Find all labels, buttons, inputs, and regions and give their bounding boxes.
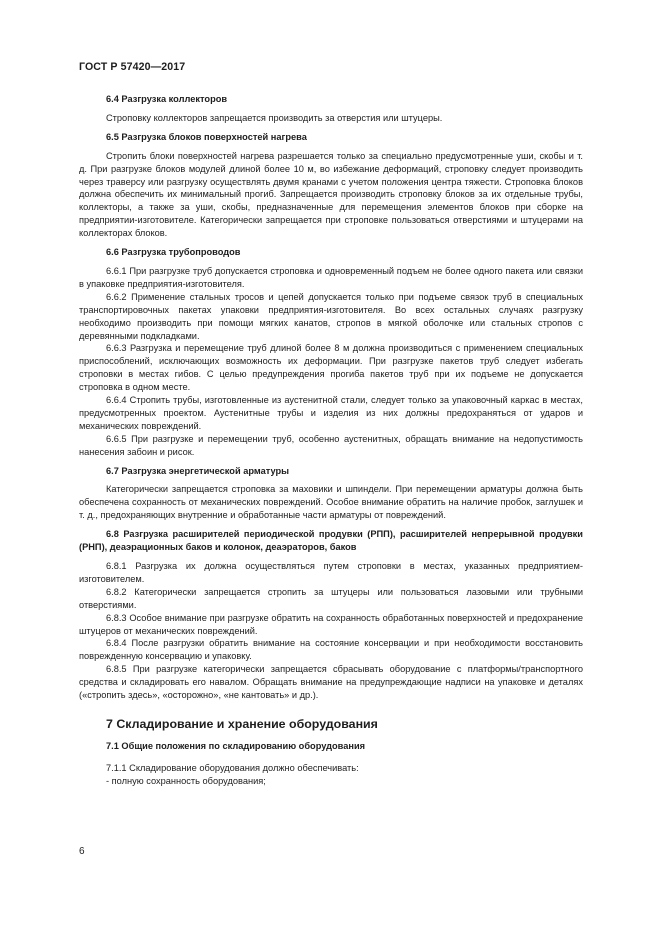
clause-6-8-5: 6.8.5 При разгрузке категорически запрещается сбрасывать оборудование с платформы/транспортного средства и складировать его навалом. Обращать внимание на предупреждающие надписи на упаковке и деталях («стропить здесь», «осторожно», «не кантовать» и др.).	[79, 664, 583, 701]
clause-6-6-1: 6.6.1 При разгрузке труб допускается строповка и одновременный подъем не более одного пакета или связки в упаковке предприятия-изготовителя.	[79, 265, 583, 289]
section-6-7-paragraph: Категорически запрещается строповка за маховики и шпиндели. При перемещении арматуры должна быть обеспечена сохранность от механических повреждений. Особое внимание обратить на наличие пробок, заглушек и т. д., предохраняющих внутренние и обработанные части арматуры от повреждений.	[79, 484, 583, 521]
clause-6-6-4: 6.6.4 Стропить трубы, изготовленные из аустенитной стали, следует только за упаковочный каркас в местах, предусмотренных проектом. Аустенитные трубы и изделия из них должны предохраняться от ударов и механических повреждений.	[79, 395, 583, 431]
clause-6-6-5: 6.6.5 При разгрузке и перемещении труб, особенно аустенитных, обращать внимание на недопустимость нанесения забоин и рисок.	[79, 433, 583, 457]
clause-6-6-3: 6.6.3 Разгрузка и перемещение труб длиной более 8 м должна производиться с применением специальных приспособлений, исключающих возможность их деформации. При разгрузке пакетов труб следует избегать строповки в местах гибов. С целью предупреждения прогиба пакетов труб при их подъеме не допускается строповка в одном месте.	[79, 343, 583, 393]
page-content	[79, 93, 583, 788]
section-6-5-heading: 6.5 Разгрузка блоков поверхностей нагрева	[106, 131, 307, 142]
page-number: 6	[79, 846, 85, 857]
section-6-4-heading: 6.4 Разгрузка коллекторов	[106, 94, 228, 104]
standard-header: ГОСТ Р 57420—2017	[79, 61, 186, 73]
clause-6-6-2: 6.6.2 Применение стальных тросов и цепей допускается только при подъеме связок труб в специальных транспортировочных пакетах упаковки предприятия-изготовителя. Во всех остальных случаях разгрузку необходимо производить при помощи мягких канатов, стропов в мягкой оболочке или стальных стропов с деревянными подкладками.	[79, 291, 583, 341]
section-6-4-paragraph: Строповку коллекторов запрещается производить за отверстия или штуцеры.	[106, 112, 443, 123]
list-item: - полную сохранность оборудования;	[106, 775, 266, 786]
clause-6-8-3: 6.8.3 Особое внимание при разгрузке обратить на сохранность обработанных поверхностей и предохранение штуцеров от механических повреждений.	[79, 612, 583, 636]
section-6-5-paragraph: Стропить блоки поверхностей нагрева разрешается только за специально предусмотренные уши, скобы и т. д. При разгрузке блоков модулей длиной более 10 м, во избежание деформаций, строповку следует производить через траверсу или разгрузку осуществлять двумя кранами с учетом положения центра тяжести. Строповка блоков должна обеспечить их минимальный прогиб. Запрещается производить строповку блоков за их отдельные трубы, коллекторы, а также за уши, скобы, предназначенные для перемещения элементов блоков при сборке на предприятии-изготовителе. Категорически запрещается при строповке пользоваться отверстиями и штуцерами на коллекторах блоков.	[79, 150, 583, 239]
section-6-6-heading: 6.6 Разгрузка трубопроводов	[106, 247, 241, 258]
clause-6-8-4: 6.8.4 После разгрузки обратить внимание на состояние консервации и при необходимости восстановить поврежденную консервацию и упаковку.	[79, 638, 583, 662]
clause-6-8-2: 6.8.2 Категорически запрещается стропить за штуцеры или пользоваться лазовыми или трубными отверстиями.	[79, 586, 583, 610]
section-6-7-heading: 6.7 Разгрузка энергетической арматуры	[106, 465, 290, 476]
section-7-1-heading: 7.1 Общие положения по складированию оборудования	[106, 740, 366, 751]
section-7-heading: 7 Складирование и хранение оборудования	[106, 716, 378, 731]
section-6-8-heading: 6.8 Разгрузка расширителей периодической продувки (РПП), расширителей непрерывной продувки (РНП), деаэрационных баков и колонок, деаэраторов, баков	[79, 529, 583, 553]
clause-6-8-1: 6.8.1 Разгрузка их должна осуществляться путем строповки в местах, указанных предприятием-изготовителем.	[79, 561, 583, 584]
clause-7-1-1: 7.1.1 Складирование оборудования должно обеспечивать:	[106, 762, 359, 773]
